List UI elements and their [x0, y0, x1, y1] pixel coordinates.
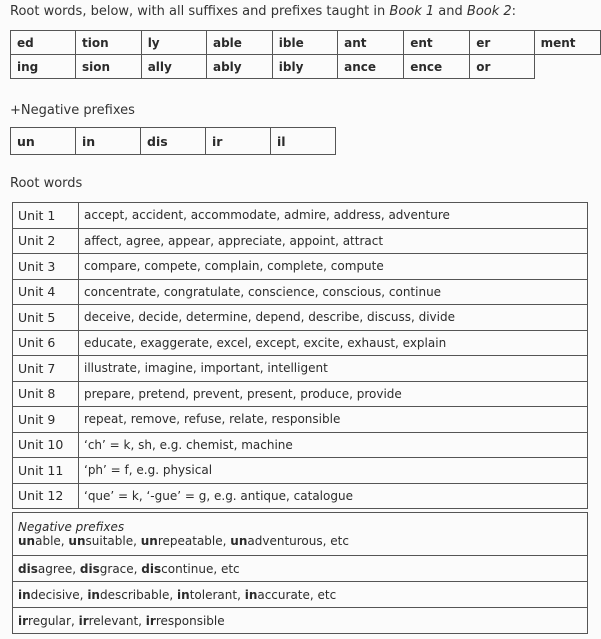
unit-words: ‘que’ = k, ‘-gue’ = g, e.g. antique, catalogue — [79, 483, 588, 509]
unit-row — [13, 254, 588, 280]
separator: , — [70, 613, 79, 628]
suffix-cell: able — [206, 31, 272, 55]
neg-prefix-table — [10, 127, 336, 155]
separator: , — [72, 561, 80, 576]
separator: , etc — [322, 534, 349, 548]
root-part: tolerant — [189, 587, 238, 602]
suffix-cell: ent — [404, 31, 470, 55]
unit-label: Unit 9 — [13, 407, 79, 433]
unit-label: Unit 5 — [13, 305, 79, 331]
prefix-part: in — [87, 587, 100, 602]
root-part: adventurous — [247, 534, 323, 548]
unit-label: Unit 6 — [13, 330, 79, 356]
root-part: regular — [28, 613, 71, 628]
root-part: decisive — [30, 587, 80, 602]
separator: , — [222, 534, 231, 548]
root-part: agree — [37, 561, 73, 576]
neg-example-row — [13, 608, 588, 634]
unit-words: educate, exaggerate, excel, except, excite, exhaust, explain — [79, 330, 588, 356]
prefix-part: un — [68, 534, 86, 548]
prefix-part: un — [230, 534, 248, 548]
neg-example-cell — [13, 556, 588, 582]
unit-label: Unit 8 — [13, 381, 79, 407]
neg-example-cell — [13, 582, 588, 608]
suffix-cell: ed — [11, 31, 76, 55]
suffix-cell: ance — [338, 55, 404, 79]
suffix-cell: ly — [141, 31, 206, 55]
root-words-heading: Root words — [10, 176, 83, 191]
separator: , — [237, 587, 245, 602]
prefix-part: in — [244, 587, 258, 602]
suffix-cell: ence — [404, 55, 470, 79]
neg-prefix-cell: ir — [206, 128, 271, 155]
unit-words: accept, accident, accommodate, admire, address, adventure — [79, 203, 588, 229]
suffix-cell: ment — [534, 31, 600, 55]
separator: , — [138, 613, 146, 628]
separator: , — [169, 587, 178, 602]
suffix-cell: ibly — [272, 55, 337, 79]
prefix-part: ir — [78, 613, 89, 628]
root-part: continue — [161, 561, 214, 576]
suffix-cell: or — [470, 55, 534, 79]
unit-label: Unit 11 — [13, 458, 79, 484]
unit-row — [13, 407, 588, 433]
neg-prefix-cell: il — [271, 128, 336, 155]
prefix-part: un — [140, 534, 158, 548]
unit-row — [13, 203, 588, 229]
suffix-row — [11, 55, 601, 79]
suffix-cell: er — [470, 31, 534, 55]
unit-row — [13, 305, 588, 331]
unit-row — [13, 279, 588, 305]
unit-words: prepare, pretend, prevent, present, produce, provide — [79, 381, 588, 407]
unit-label: Unit 1 — [13, 203, 79, 229]
root-part: repeatable — [157, 534, 223, 548]
suffix-cell: ing — [11, 55, 76, 79]
unit-label: Unit 12 — [13, 483, 79, 509]
root-part: able — [35, 534, 61, 548]
separator: , — [133, 561, 142, 576]
neg-example-cell — [13, 608, 588, 634]
unit-label: Unit 2 — [13, 228, 79, 254]
unit-words: concentrate, congratulate, conscience, conscious, continue — [79, 279, 588, 305]
neg-prefix-cell: un — [11, 128, 76, 155]
neg-example-row — [13, 582, 588, 608]
unit-words: affect, agree, appear, appreciate, appoint, attract — [79, 228, 588, 254]
root-part: grace — [99, 561, 134, 576]
suffix-cell: ible — [272, 31, 337, 55]
prefix-part: dis — [79, 561, 100, 576]
separator: , etc — [309, 587, 337, 602]
root-part: describable — [99, 587, 170, 602]
neg-example-cell — [13, 513, 588, 556]
neg-prefix-cell: in — [76, 128, 141, 155]
unit-row — [13, 228, 588, 254]
unit-words: illustrate, imagine, important, intelligent — [79, 356, 588, 382]
suffix-cell: ant — [338, 31, 404, 55]
prefix-part: un — [18, 534, 36, 548]
prefix-part: ir — [18, 613, 29, 628]
suffix-cell: tion — [76, 31, 142, 55]
unit-row — [13, 483, 588, 509]
suffix-row — [11, 31, 601, 55]
unit-words: ‘ph’ = f, e.g. physical — [79, 458, 588, 484]
separator: , etc — [213, 561, 240, 576]
root-part: responsible — [155, 613, 225, 628]
prefix-part: ir — [145, 613, 156, 628]
negative-prefix-examples-table — [12, 512, 588, 634]
root-part: relevant — [88, 613, 139, 628]
root-words-table — [12, 202, 588, 509]
unit-label: Unit 3 — [13, 254, 79, 280]
unit-row — [13, 330, 588, 356]
unit-row — [13, 458, 588, 484]
unit-words: deceive, decide, determine, depend, describe, discuss, divide — [79, 305, 588, 331]
unit-label: Unit 7 — [13, 356, 79, 382]
prefix-part: in — [18, 587, 31, 602]
suffix-cell: ally — [141, 55, 206, 79]
prefix-part: in — [177, 587, 190, 602]
unit-words: compare, compete, complain, complete, compute — [79, 254, 588, 280]
suffix-cell: ably — [206, 55, 272, 79]
empty-cell — [534, 55, 600, 79]
suffix-cell: sion — [76, 55, 142, 79]
separator: , — [60, 534, 69, 548]
separator: , — [133, 534, 141, 548]
neg-prefix-heading: +Negative prefixes — [10, 103, 135, 118]
neg-section-title: Negative prefixes — [18, 520, 125, 534]
neg-prefix-cell: dis — [141, 128, 206, 155]
prefix-part: dis — [18, 561, 38, 576]
unit-label: Unit 10 — [13, 432, 79, 458]
root-part: accurate — [257, 587, 310, 602]
root-part: suitable — [85, 534, 134, 548]
unit-row — [13, 381, 588, 407]
prefix-part: dis — [141, 561, 162, 576]
suffix-heading: Root words, below, with all suffixes and prefixes taught in Book 1 and Book 2: — [10, 4, 517, 19]
unit-words: ‘ch’ = k, sh, e.g. chemist, machine — [79, 432, 588, 458]
unit-label: Unit 4 — [13, 279, 79, 305]
unit-row — [13, 356, 588, 382]
unit-words: repeat, remove, refuse, relate, responsible — [79, 407, 588, 433]
neg-example-row — [13, 513, 588, 556]
suffix-table — [10, 30, 601, 79]
neg-example-row — [13, 556, 588, 582]
separator: , — [79, 587, 88, 602]
unit-row — [13, 432, 588, 458]
